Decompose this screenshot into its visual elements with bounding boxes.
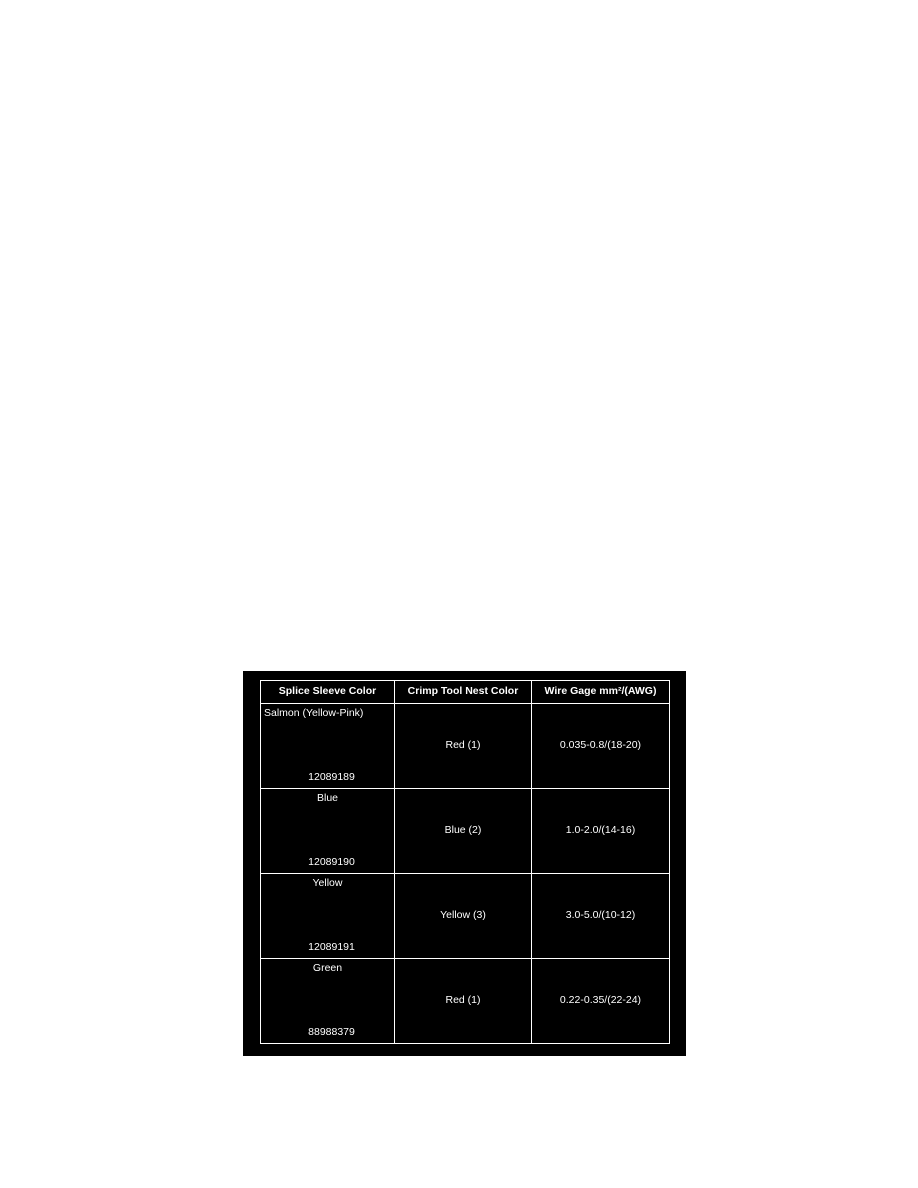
sleeve-color-label: Blue [316,792,338,804]
sleeve-cell-inner [261,959,394,1043]
table-container [260,680,669,1045]
sleeve-cell-inner [261,704,394,788]
sleeve-cell-inner [261,874,394,958]
table-image-plate [243,671,686,1056]
cell-splice-sleeve-color [261,789,395,874]
cell-crimp-tool-nest-color: Red (1) [395,959,532,1044]
cell-splice-sleeve-color [261,959,395,1044]
table-body [261,704,670,1044]
cell-crimp-tool-nest-color: Blue (2) [395,789,532,874]
cell-wire-gage: 3.0-5.0/(10-12) [532,874,670,959]
cell-splice-sleeve-color [261,874,395,959]
sleeve-part-number: 12089190 [308,855,355,868]
cell-wire-gage: 0.035-0.8/(18-20) [532,704,670,789]
table-row [261,874,670,959]
cell-splice-sleeve-color [261,704,395,789]
cell-crimp-tool-nest-color: Yellow (3) [395,874,532,959]
table-header [261,681,670,704]
column-header-splice-sleeve-color: Splice Sleeve Color [261,681,395,704]
sleeve-part-number: 12089191 [308,940,355,953]
column-header-crimp-tool-nest-color: Crimp Tool Nest Color [395,681,532,704]
cell-crimp-tool-nest-color: Red (1) [395,704,532,789]
sleeve-color-label: Yellow [312,877,343,889]
sleeve-part-number: 88988379 [308,1025,355,1038]
table-row [261,704,670,789]
table-row [261,959,670,1044]
sleeve-color-label: Green [312,962,343,974]
table-row [261,789,670,874]
cell-wire-gage: 0.22-0.35/(22-24) [532,959,670,1044]
table-header-row [261,681,670,704]
sleeve-color-label: Salmon (Yellow-Pink) [264,707,364,719]
column-header-wire-gage: Wire Gage mm²/(AWG) [532,681,670,704]
cell-wire-gage: 1.0-2.0/(14-16) [532,789,670,874]
sleeve-part-number: 12089189 [308,770,355,783]
splice-sleeve-table [260,680,670,1044]
sleeve-cell-inner [261,789,394,873]
